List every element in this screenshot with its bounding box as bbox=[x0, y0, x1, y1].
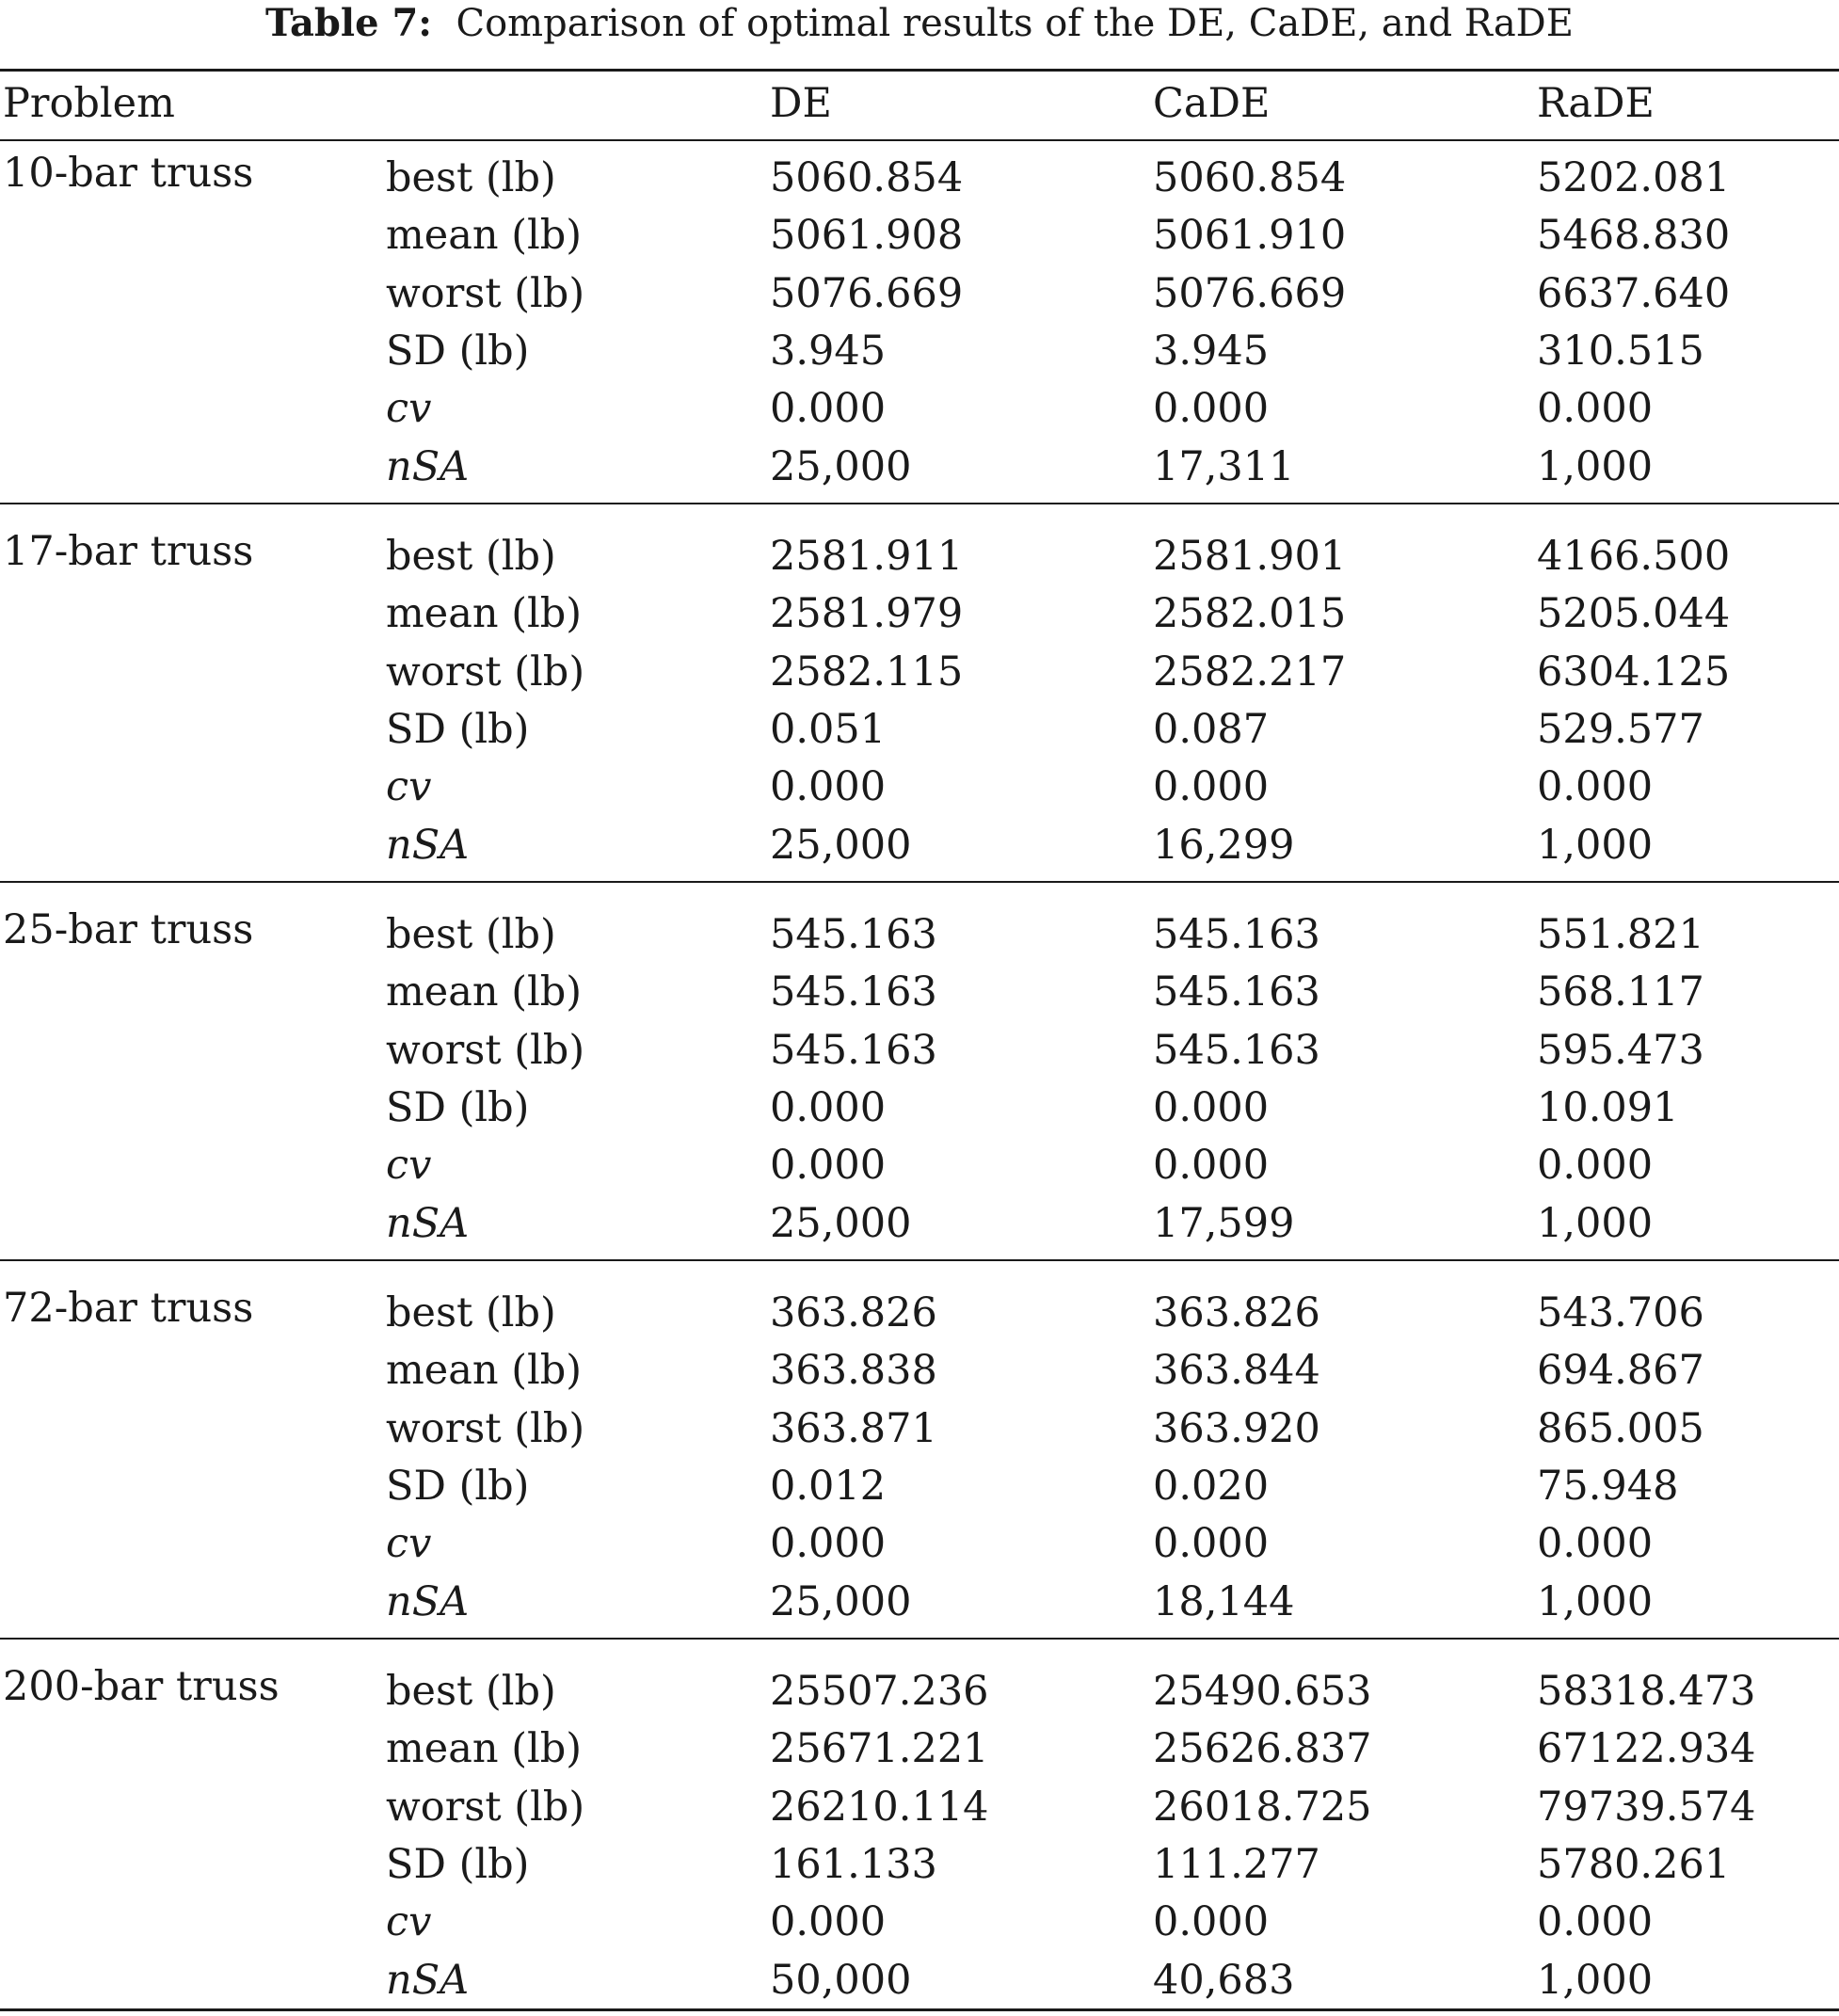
cell-metric: SD (lb) bbox=[386, 328, 530, 375]
cell-rade: 5780.261 bbox=[1537, 1841, 1731, 1888]
group-separator bbox=[0, 1259, 1839, 1261]
cell-metric: best (lb) bbox=[386, 1668, 556, 1715]
cell-metric: mean (lb) bbox=[386, 968, 583, 1016]
cell-rade: 67122.934 bbox=[1537, 1725, 1756, 1772]
cell-rade: 0.000 bbox=[1537, 1898, 1654, 1945]
cell-metric: mean (lb) bbox=[386, 1347, 583, 1394]
cell-de: 25507.236 bbox=[770, 1668, 989, 1715]
cell-de: 161.133 bbox=[770, 1841, 937, 1888]
cell-cade: 0.087 bbox=[1153, 706, 1270, 753]
cell-cade: 26018.725 bbox=[1153, 1784, 1372, 1831]
cell-de: 2582.115 bbox=[770, 648, 964, 696]
cell-de: 5061.908 bbox=[770, 212, 964, 259]
cell-rade: 58318.473 bbox=[1537, 1668, 1756, 1715]
top-rule bbox=[0, 69, 1839, 72]
cell-cade: 545.163 bbox=[1153, 968, 1320, 1016]
cell-de: 363.838 bbox=[770, 1347, 937, 1394]
cell-metric: SD (lb) bbox=[386, 706, 530, 753]
cell-metric: nSA bbox=[386, 1578, 470, 1625]
cell-metric: worst (lb) bbox=[386, 270, 585, 317]
cell-problem: 200-bar truss bbox=[3, 1663, 280, 1710]
header-de: DE bbox=[770, 80, 832, 127]
cell-rade: 1,000 bbox=[1537, 1200, 1654, 1247]
cell-cade: 0.000 bbox=[1153, 385, 1270, 432]
cell-rade: 595.473 bbox=[1537, 1027, 1704, 1074]
cell-cade: 111.277 bbox=[1153, 1841, 1320, 1888]
cell-de: 545.163 bbox=[770, 1027, 937, 1074]
cell-de: 2581.979 bbox=[770, 590, 964, 637]
cell-metric: mean (lb) bbox=[386, 212, 583, 259]
cell-cade: 0.000 bbox=[1153, 1142, 1270, 1189]
cell-metric: worst (lb) bbox=[386, 1027, 585, 1074]
cell-rade: 75.948 bbox=[1537, 1463, 1679, 1510]
cell-cade: 5076.669 bbox=[1153, 270, 1347, 317]
cell-cade: 363.826 bbox=[1153, 1289, 1320, 1336]
cell-de: 3.945 bbox=[770, 328, 887, 375]
cell-rade: 310.515 bbox=[1537, 328, 1704, 375]
cell-de: 25671.221 bbox=[770, 1725, 989, 1772]
cell-rade: 568.117 bbox=[1537, 968, 1704, 1016]
cell-cade: 3.945 bbox=[1153, 328, 1270, 375]
cell-rade: 6304.125 bbox=[1537, 648, 1731, 696]
cell-cade: 18,144 bbox=[1153, 1578, 1295, 1625]
cell-cade: 25490.653 bbox=[1153, 1668, 1372, 1715]
header-rade: RaDE bbox=[1537, 80, 1655, 127]
cell-de: 363.871 bbox=[770, 1405, 937, 1452]
cell-de: 0.000 bbox=[770, 1898, 887, 1945]
cell-rade: 79739.574 bbox=[1537, 1784, 1756, 1831]
cell-de: 0.000 bbox=[770, 763, 887, 810]
cell-cade: 363.844 bbox=[1153, 1347, 1320, 1394]
cell-rade: 551.821 bbox=[1537, 911, 1704, 958]
cell-rade: 5205.044 bbox=[1537, 590, 1731, 637]
cell-metric: nSA bbox=[386, 1200, 470, 1247]
group-separator bbox=[0, 881, 1839, 883]
cell-de: 363.826 bbox=[770, 1289, 937, 1336]
cell-rade: 529.577 bbox=[1537, 706, 1704, 753]
cell-rade: 5202.081 bbox=[1537, 154, 1731, 201]
cell-metric: SD (lb) bbox=[386, 1463, 530, 1510]
cell-rade: 543.706 bbox=[1537, 1289, 1704, 1336]
cell-cade: 545.163 bbox=[1153, 911, 1320, 958]
cell-de: 50,000 bbox=[770, 1957, 912, 2004]
cell-rade: 0.000 bbox=[1537, 385, 1654, 432]
cell-de: 0.000 bbox=[770, 1520, 887, 1567]
cell-rade: 1,000 bbox=[1537, 822, 1654, 869]
cell-de: 0.000 bbox=[770, 1142, 887, 1189]
cell-rade: 0.000 bbox=[1537, 1520, 1654, 1567]
cell-problem: 10-bar truss bbox=[3, 150, 254, 197]
cell-metric: SD (lb) bbox=[386, 1084, 530, 1131]
cell-rade: 694.867 bbox=[1537, 1347, 1704, 1394]
cell-metric: best (lb) bbox=[386, 1289, 556, 1336]
cell-de: 25,000 bbox=[770, 822, 912, 869]
cell-rade: 0.000 bbox=[1537, 1142, 1654, 1189]
cell-de: 25,000 bbox=[770, 1200, 912, 1247]
cell-cade: 5060.854 bbox=[1153, 154, 1347, 201]
group-separator bbox=[0, 1638, 1839, 1640]
cell-cade: 17,599 bbox=[1153, 1200, 1295, 1247]
cell-cade: 0.000 bbox=[1153, 763, 1270, 810]
cell-metric: cv bbox=[386, 1520, 432, 1567]
cell-de: 0.051 bbox=[770, 706, 887, 753]
cell-de: 25,000 bbox=[770, 1578, 912, 1625]
cell-rade: 1,000 bbox=[1537, 443, 1654, 490]
cell-de: 25,000 bbox=[770, 443, 912, 490]
cell-metric: best (lb) bbox=[386, 154, 556, 201]
cell-metric: best (lb) bbox=[386, 911, 556, 958]
cell-cade: 16,299 bbox=[1153, 822, 1295, 869]
cell-rade: 10.091 bbox=[1537, 1084, 1679, 1131]
cell-rade: 0.000 bbox=[1537, 763, 1654, 810]
cell-de: 545.163 bbox=[770, 911, 937, 958]
cell-cade: 2581.901 bbox=[1153, 533, 1347, 580]
cell-metric: cv bbox=[386, 1142, 432, 1189]
cell-rade: 6637.640 bbox=[1537, 270, 1731, 317]
cell-metric: SD (lb) bbox=[386, 1841, 530, 1888]
cell-cade: 0.000 bbox=[1153, 1084, 1270, 1131]
cell-metric: cv bbox=[386, 763, 432, 810]
cell-metric: nSA bbox=[386, 443, 470, 490]
cell-cade: 363.920 bbox=[1153, 1405, 1320, 1452]
cell-metric: nSA bbox=[386, 1957, 470, 2004]
cell-cade: 0.020 bbox=[1153, 1463, 1270, 1510]
cell-de: 5060.854 bbox=[770, 154, 964, 201]
cell-de: 0.012 bbox=[770, 1463, 887, 1510]
cell-cade: 545.163 bbox=[1153, 1027, 1320, 1074]
cell-metric: cv bbox=[386, 1898, 432, 1945]
cell-metric: worst (lb) bbox=[386, 1784, 585, 1831]
cell-cade: 25626.837 bbox=[1153, 1725, 1372, 1772]
cell-rade: 865.005 bbox=[1537, 1405, 1704, 1452]
cell-cade: 0.000 bbox=[1153, 1898, 1270, 1945]
cell-metric: mean (lb) bbox=[386, 1725, 583, 1772]
header-rule bbox=[0, 139, 1839, 141]
header-cade: CaDE bbox=[1153, 80, 1271, 127]
cell-rade: 1,000 bbox=[1537, 1578, 1654, 1625]
bottom-rule bbox=[0, 2008, 1839, 2011]
cell-de: 0.000 bbox=[770, 385, 887, 432]
group-separator bbox=[0, 503, 1839, 504]
table-caption-text: Comparison of optimal results of the DE, CaDE, and RaDE bbox=[456, 2, 1574, 45]
cell-rade: 5468.830 bbox=[1537, 212, 1731, 259]
cell-metric: nSA bbox=[386, 822, 470, 869]
cell-cade: 2582.217 bbox=[1153, 648, 1347, 696]
cell-metric: cv bbox=[386, 385, 432, 432]
cell-rade: 1,000 bbox=[1537, 1957, 1654, 2004]
cell-cade: 40,683 bbox=[1153, 1957, 1295, 2004]
cell-problem: 17-bar truss bbox=[3, 528, 254, 575]
cell-metric: mean (lb) bbox=[386, 590, 583, 637]
cell-metric: worst (lb) bbox=[386, 1405, 585, 1452]
cell-metric: worst (lb) bbox=[386, 648, 585, 696]
cell-de: 2581.911 bbox=[770, 533, 964, 580]
header-problem: Problem bbox=[3, 80, 175, 127]
cell-de: 26210.114 bbox=[770, 1784, 989, 1831]
cell-de: 5076.669 bbox=[770, 270, 964, 317]
table-caption bbox=[0, 0, 1839, 56]
cell-problem: 72-bar truss bbox=[3, 1285, 254, 1332]
table-caption-label: Table 7: bbox=[265, 1, 433, 45]
cell-cade: 17,311 bbox=[1153, 443, 1295, 490]
cell-de: 0.000 bbox=[770, 1084, 887, 1131]
cell-cade: 5061.910 bbox=[1153, 212, 1347, 259]
cell-cade: 0.000 bbox=[1153, 1520, 1270, 1567]
cell-metric: best (lb) bbox=[386, 533, 556, 580]
cell-cade: 2582.015 bbox=[1153, 590, 1347, 637]
cell-de: 545.163 bbox=[770, 968, 937, 1016]
cell-rade: 4166.500 bbox=[1537, 533, 1731, 580]
cell-problem: 25-bar truss bbox=[3, 906, 254, 953]
